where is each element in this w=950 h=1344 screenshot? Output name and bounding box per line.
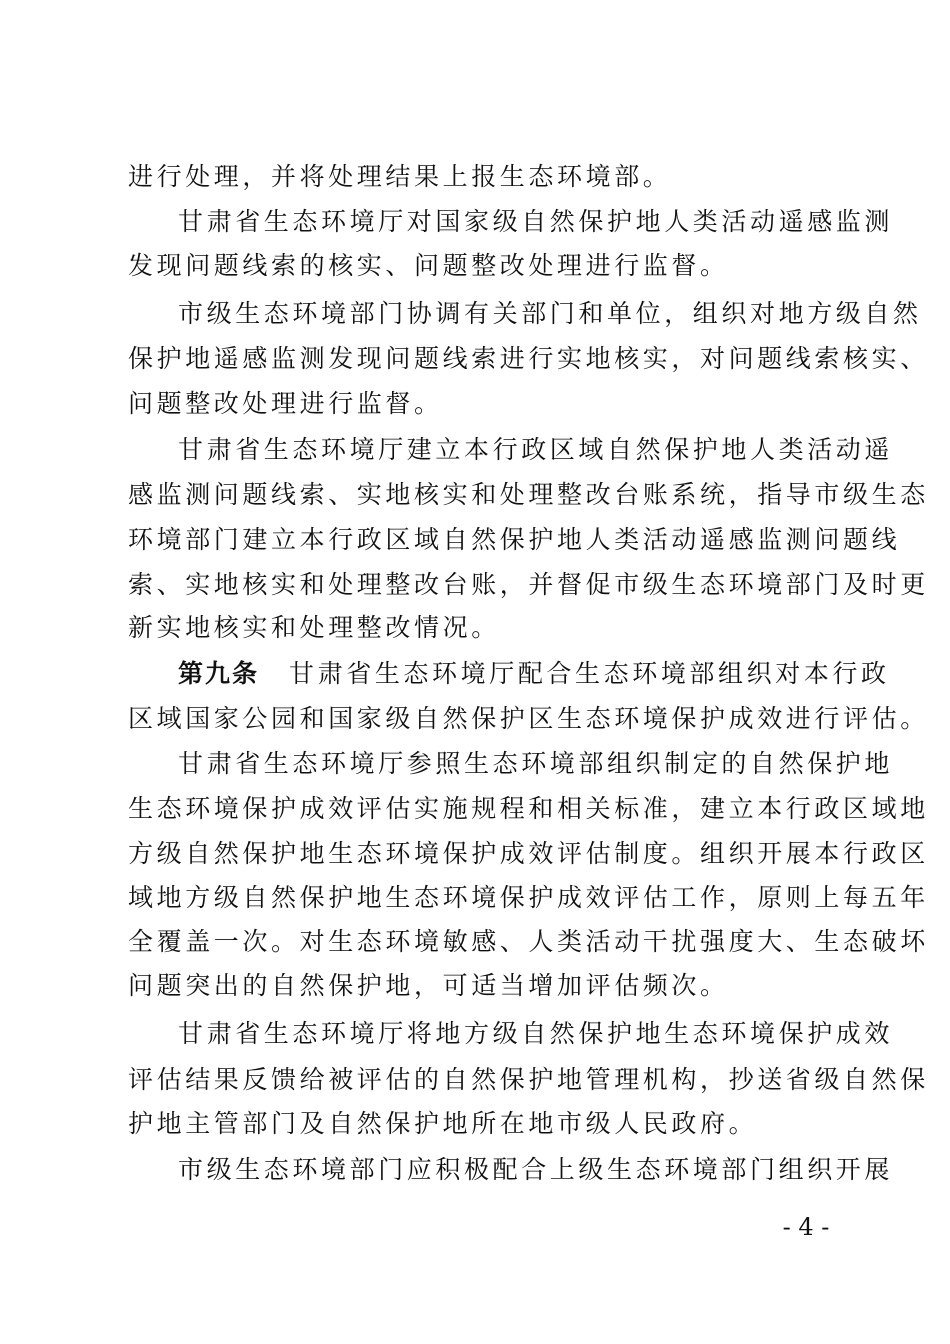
text-line: 市级生态环境部门应积极配合上级生态环境部门组织开展 [178, 1155, 894, 1184]
article-text: 甘肃省生态环境厅配合生态环境部组织对本行政 [289, 659, 890, 688]
text-line: 新实地核实和处理整改情况。 [128, 613, 500, 642]
page-number: - 4 - [782, 1213, 830, 1241]
text-line: 问题突出的自然保护地，可适当增加评估频次。 [128, 971, 729, 1000]
text-line: 甘肃省生态环境厅对国家级自然保护地人类活动遥感监测 [178, 207, 894, 236]
text-line: 市级生态环境部门协调有关部门和单位，组织对地方级自然 [178, 299, 922, 328]
article-heading: 第九条 [178, 659, 260, 688]
text-line: 发现问题线索的核实、问题整改处理进行监督。 [128, 251, 729, 280]
text-line: 评估结果反馈给被评估的自然保护地管理机构，抄送省级自然保 [128, 1065, 929, 1094]
text-line: 甘肃省生态环境厅建立本行政区域自然保护地人类活动遥 [178, 435, 894, 464]
text-line: 甘肃省生态环境厅将地方级自然保护地生态环境保护成效 [178, 1019, 894, 1048]
text-line: 保护地遥感监测发现问题线索进行实地核实，对问题线索核实、 [128, 344, 929, 373]
article-line [178, 654, 890, 694]
text-line: 生态环境保护成效评估实施规程和相关标准，建立本行政区域地 [128, 794, 929, 823]
text-line: 问题整改处理进行监督。 [128, 389, 443, 418]
text-line: 甘肃省生态环境厅参照生态环境部组织制定的自然保护地 [178, 749, 894, 778]
text-line: 方级自然保护地生态环境保护成效评估制度。组织开展本行政区 [128, 839, 929, 868]
text-line: 域地方级自然保护地生态环境保护成效评估工作，原则上每五年 [128, 883, 929, 912]
text-line: 护地主管部门及自然保护地所在地市级人民政府。 [128, 1109, 758, 1138]
text-line: 索、实地核实和处理整改台账，并督促市级生态环境部门及时更 [128, 570, 929, 599]
text-line: 感监测问题线索、实地核实和处理整改台账系统，指导市级生态 [128, 480, 929, 509]
text-line: 进行处理，并将处理结果上报生态环境部。 [128, 162, 672, 191]
text-line: 环境部门建立本行政区域自然保护地人类活动遥感监测问题线 [128, 525, 901, 554]
text-line: 全覆盖一次。对生态环境敏感、人类活动干扰强度大、生态破坏 [128, 927, 929, 956]
text-line: 区域国家公园和国家级自然保护区生态环境保护成效进行评估。 [128, 704, 929, 733]
